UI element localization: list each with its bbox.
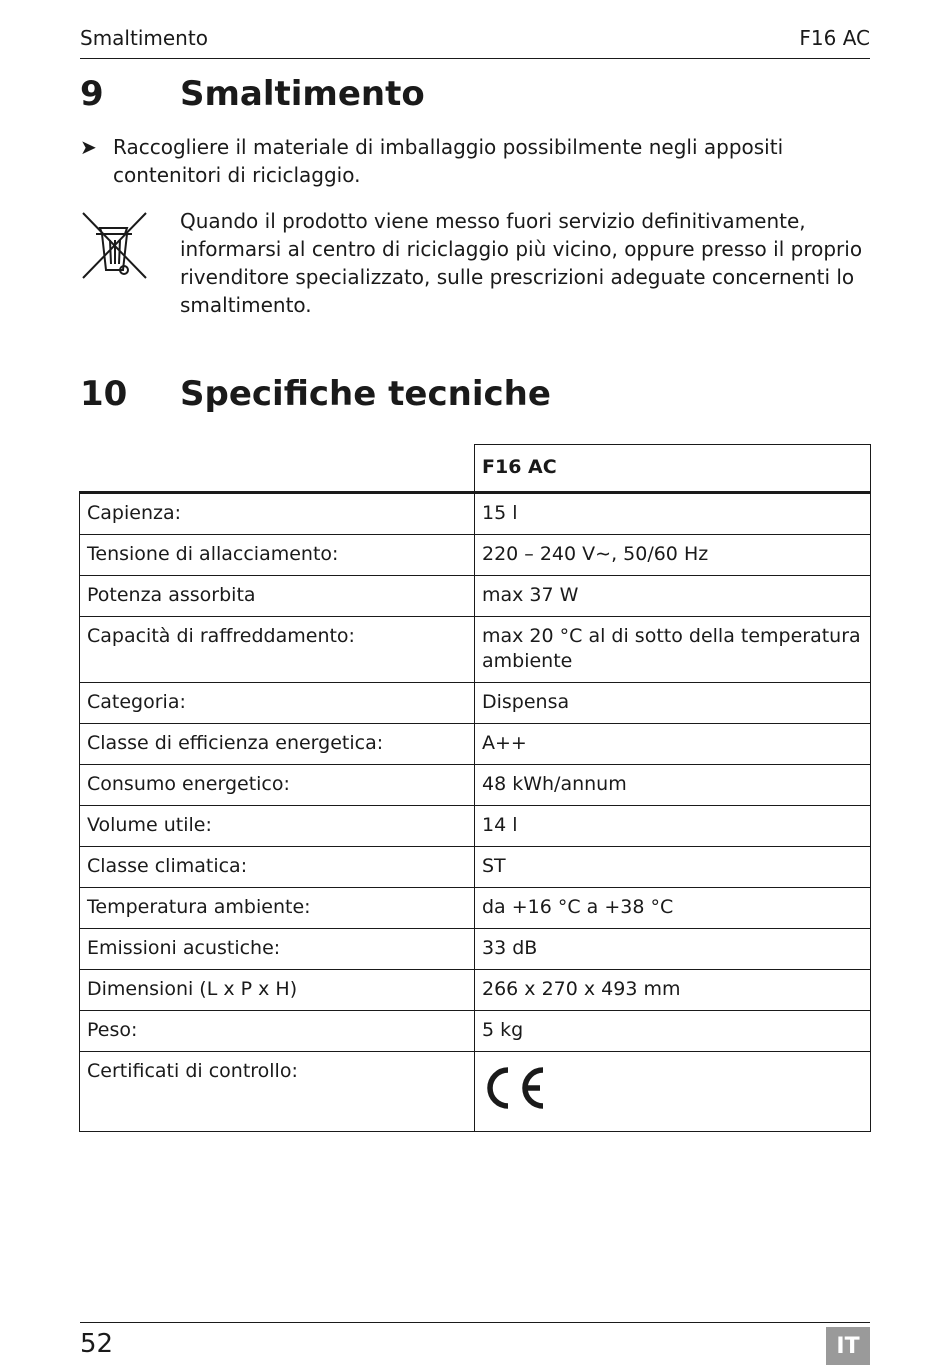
spec-value: 266 x 270 x 493 mm [475, 970, 871, 1011]
spec-label: Dimensioni (L x P x H) [80, 970, 475, 1011]
section-9-title: Smaltimento [180, 74, 425, 114]
disposal-info-text: Quando il prodotto viene messo fuori servizio definitivamente, informarsi al centro di riciclaggio più vicino, oppure presso il proprio rivenditore specializzato, sulle prescrizioni adeguate concernenti lo smaltimento. [180, 209, 863, 317]
spec-label: Capienza: [80, 493, 475, 535]
instruction-text: Raccogliere il materiale di imballaggio possibilmente negli appositi contenitori di riciclaggio. [113, 135, 784, 187]
spec-value: max 20 °C al di sotto della temperatura ambiente [475, 617, 871, 683]
spec-label: Classe di efficienza energetica: [80, 724, 475, 765]
page-number: 52 [80, 1329, 114, 1359]
table-row [80, 493, 871, 535]
section-10-heading [80, 374, 551, 414]
header-model-name: F16 AC [799, 26, 870, 50]
table-row-certificates [80, 1052, 871, 1132]
spec-label: Capacità di raffreddamento: [80, 617, 475, 683]
spec-label: Potenza assorbita [80, 576, 475, 617]
table-row [80, 765, 871, 806]
page-footer [80, 1322, 870, 1366]
section-9-number: 9 [80, 74, 104, 114]
spec-label: Tensione di allacciamento: [80, 535, 475, 576]
spec-label: Emissioni acustiche: [80, 929, 475, 970]
spec-label: Consumo energetico: [80, 765, 475, 806]
header-section-name: Smaltimento [80, 26, 208, 50]
technical-specs-table [79, 444, 871, 1132]
spec-value: Dispensa [475, 683, 871, 724]
table-row [80, 576, 871, 617]
crossed-bin-icon [80, 210, 150, 282]
ce-mark-icon [482, 1065, 548, 1111]
section-9-heading [80, 74, 425, 114]
table-header-model: F16 AC [475, 445, 871, 493]
spec-label: Certificati di controllo: [80, 1052, 475, 1132]
spec-label: Volume utile: [80, 806, 475, 847]
table-row [80, 888, 871, 929]
table-row [80, 929, 871, 970]
spec-label: Temperatura ambiente: [80, 888, 475, 929]
spec-label: Categoria: [80, 683, 475, 724]
section-10-title: Specifiche tecniche [180, 374, 551, 414]
table-row [80, 806, 871, 847]
table-row [80, 847, 871, 888]
spec-value: da +16 °C a +38 °C [475, 888, 871, 929]
spec-value: 220 – 240 V∼, 50/60 Hz [475, 535, 871, 576]
spec-value: 48 kWh/annum [475, 765, 871, 806]
language-badge: IT [826, 1327, 870, 1365]
table-row [80, 683, 871, 724]
spec-value: 33 dB [475, 929, 871, 970]
spec-value: max 37 W [475, 576, 871, 617]
running-header [80, 26, 870, 59]
spec-label: Classe climatica: [80, 847, 475, 888]
table-row [80, 617, 871, 683]
table-row [80, 1011, 871, 1052]
section-10-number: 10 [80, 374, 128, 414]
instruction-step [80, 133, 870, 189]
spec-value-certificates [475, 1052, 871, 1132]
spec-value: 14 l [475, 806, 871, 847]
spec-value: A++ [475, 724, 871, 765]
spec-value: ST [475, 847, 871, 888]
table-row [80, 970, 871, 1011]
spec-value: 15 l [475, 493, 871, 535]
table-header-row [80, 445, 871, 493]
arrow-bullet-icon: ➤ [80, 135, 97, 159]
table-row [80, 724, 871, 765]
table-header-blank [80, 445, 475, 493]
spec-label: Peso: [80, 1011, 475, 1052]
table-row [80, 535, 871, 576]
spec-value: 5 kg [475, 1011, 871, 1052]
